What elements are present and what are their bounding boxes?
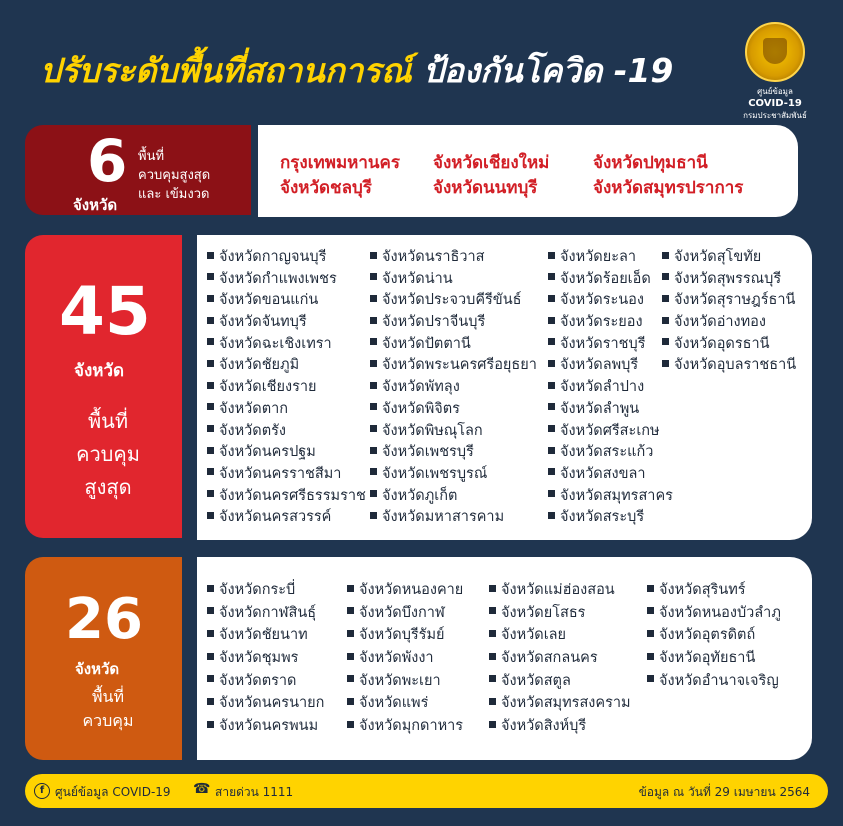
province-name: จังหวัดมุกดาหาร <box>359 718 464 735</box>
province-name: จังหวัดบุรีรัมย์ <box>359 627 445 644</box>
bullet-square-icon <box>347 585 354 592</box>
province-name: จังหวัดนครสวรรค์ <box>219 509 332 526</box>
province-name: จังหวัดยโสธร <box>501 604 586 621</box>
bullet-square-icon <box>548 447 555 454</box>
province-item <box>207 312 366 334</box>
bullet-square-icon <box>489 585 496 592</box>
province-item <box>548 355 673 377</box>
province-name: จังหวัดราชบุรี <box>560 335 646 352</box>
bullet-square-icon <box>489 630 496 637</box>
bullet-square-icon <box>647 607 654 614</box>
bullet-square-icon <box>548 468 555 475</box>
province-name: จังหวัดนราธิวาส <box>382 249 485 265</box>
province-item <box>207 247 366 269</box>
province-name: จังหวัดลำพูน <box>560 400 640 417</box>
province-item <box>489 647 631 670</box>
strict-zone-list <box>258 125 798 217</box>
strict-province: จังหวัดชลบุรี <box>280 178 372 198</box>
province-item <box>548 464 673 486</box>
province-item <box>548 247 673 269</box>
province-name: จังหวัดตาก <box>219 400 289 417</box>
footer-date: ข้อมูล ณ วันที่ 29 เมษายน 2564 <box>638 785 810 799</box>
province-name: จังหวัดสุราษฎร์ธานี <box>674 292 796 309</box>
province-name: จังหวัดอุทัยธานี <box>659 650 756 667</box>
province-item <box>347 670 463 693</box>
bullet-square-icon <box>662 252 669 259</box>
province-item <box>489 624 631 647</box>
bullet-square-icon <box>548 273 555 280</box>
province-item <box>489 670 631 693</box>
province-item <box>370 464 537 486</box>
province-name: จังหวัดสุรินทร์ <box>659 582 746 598</box>
province-name: จังหวัดพัทลุง <box>382 379 460 396</box>
facebook-icon: f <box>34 783 50 799</box>
bullet-square-icon <box>662 360 669 367</box>
province-item <box>548 290 673 312</box>
bullet-square-icon <box>207 273 214 280</box>
bullet-square-icon <box>207 252 214 259</box>
bullet-square-icon <box>207 338 214 345</box>
province-item <box>548 507 673 529</box>
province-item <box>370 247 537 269</box>
province-item <box>662 355 796 377</box>
province-name: จังหวัดสงขลา <box>560 465 646 482</box>
province-item <box>207 377 366 399</box>
bullet-square-icon <box>370 512 377 519</box>
province-name: จังหวัดอุดรธานี <box>674 335 770 352</box>
strict-province: กรุงเทพมหานคร <box>280 153 401 173</box>
footer-bar <box>25 774 828 808</box>
province-name: จังหวัดภูเก็ต <box>382 487 458 504</box>
province-item <box>370 507 537 529</box>
province-item <box>207 442 366 464</box>
province-name: จังหวัดสมุทรสงคราม <box>501 695 631 712</box>
bullet-square-icon <box>207 721 214 728</box>
bullet-square-icon <box>347 653 354 660</box>
max-unit: จังหวัด <box>74 361 125 381</box>
province-item <box>662 247 796 269</box>
control-column-1 <box>207 579 324 738</box>
province-name: จังหวัดมหาสารคาม <box>382 509 505 526</box>
max-desc-2: ควบคุม <box>76 442 140 466</box>
province-item <box>647 647 781 670</box>
max-count: 45 <box>59 273 151 350</box>
bullet-square-icon <box>370 447 377 454</box>
province-item <box>647 670 781 693</box>
province-item <box>207 647 324 670</box>
province-name: จังหวัดสมุทรสาคร <box>560 487 673 504</box>
province-name: จังหวัดประจวบคีรีขันธ์ <box>382 292 522 309</box>
province-name: จังหวัดร้อยเอ็ด <box>560 270 651 287</box>
province-item <box>548 421 673 443</box>
bullet-square-icon <box>370 382 377 389</box>
province-item <box>207 355 366 377</box>
footer-hotline[interactable]: สายด่วน 1111 <box>215 785 294 799</box>
province-item <box>548 486 673 508</box>
bullet-square-icon <box>347 630 354 637</box>
province-item <box>207 692 324 715</box>
bullet-square-icon <box>647 653 654 660</box>
max-desc <box>63 405 153 504</box>
bullet-square-icon <box>489 607 496 614</box>
province-item <box>207 602 324 625</box>
province-name: จังหวัดหนองคาย <box>359 582 464 598</box>
bullet-square-icon <box>347 698 354 705</box>
province-item <box>347 715 463 738</box>
control-unit: จังหวัด <box>75 660 120 678</box>
bullet-square-icon <box>489 653 496 660</box>
strict-unit: จังหวัด <box>73 196 118 214</box>
strict-province: จังหวัดปทุมธานี <box>593 153 708 173</box>
province-name: จังหวัดนครนายก <box>219 695 325 712</box>
province-item <box>370 486 537 508</box>
province-name: จังหวัดตรัง <box>219 422 286 439</box>
control-desc <box>70 685 146 733</box>
bullet-square-icon <box>347 675 354 682</box>
prd-emblem <box>739 22 811 122</box>
bullet-square-icon <box>347 721 354 728</box>
bullet-square-icon <box>207 360 214 367</box>
province-item <box>370 355 537 377</box>
bullet-square-icon <box>207 403 214 410</box>
emblem-line-1: ศูนย์ข้อมูล <box>757 87 793 96</box>
control-desc-1: พื้นที่ <box>91 687 125 706</box>
province-item <box>662 269 796 291</box>
bullet-square-icon <box>207 630 214 637</box>
bullet-square-icon <box>370 490 377 497</box>
bullet-square-icon <box>647 585 654 592</box>
bullet-square-icon <box>207 317 214 324</box>
emblem-seal-icon <box>745 22 805 82</box>
max-zone-list <box>197 235 812 540</box>
max-desc-1: พื้นที่ <box>87 409 129 433</box>
province-item <box>489 602 631 625</box>
province-name: จังหวัดอุตรดิตถ์ <box>659 627 756 644</box>
province-name: จังหวัดศรีสะเกษ <box>560 422 660 439</box>
control-column-2 <box>347 579 463 738</box>
province-name: จังหวัดหนองบัวลำภู <box>659 604 781 621</box>
province-name: จังหวัดชุมพร <box>219 650 299 667</box>
bullet-square-icon <box>548 295 555 302</box>
bullet-square-icon <box>548 317 555 324</box>
bullet-square-icon <box>647 630 654 637</box>
province-name: จังหวัดนครศรีธรรมราช <box>219 487 366 504</box>
province-name: จังหวัดพะเยา <box>359 672 441 689</box>
province-item <box>370 442 537 464</box>
province-name: จังหวัดพังงา <box>359 650 434 667</box>
bullet-square-icon <box>662 273 669 280</box>
province-item <box>370 377 537 399</box>
control-column-3 <box>489 579 631 738</box>
province-name: จังหวัดอุบลราชธานี <box>674 357 797 374</box>
province-name: จังหวัดลพบุรี <box>560 357 639 374</box>
title-part-1: ปรับระดับพื้นที่สถานการณ์ <box>40 51 412 90</box>
province-name: จังหวัดอ่างทอง <box>674 314 766 331</box>
province-name: จังหวัดสุพรรณบุรี <box>674 270 782 287</box>
province-item <box>207 579 324 602</box>
province-item <box>347 647 463 670</box>
province-name: จังหวัดกาฬสินธุ์ <box>219 604 317 621</box>
title-part-2: ป้องกันโควิด -19 <box>423 51 674 90</box>
province-item <box>489 715 631 738</box>
province-name: จังหวัดเลย <box>501 627 567 644</box>
bullet-square-icon <box>647 675 654 682</box>
bullet-square-icon <box>548 425 555 432</box>
max-desc-3: สูงสุด <box>84 475 132 499</box>
province-name: จังหวัดตราด <box>219 672 297 689</box>
province-name: จังหวัดยะลา <box>560 249 637 265</box>
max-column-3 <box>548 247 673 529</box>
province-item <box>548 377 673 399</box>
bullet-square-icon <box>370 425 377 432</box>
province-name: จังหวัดนครปฐม <box>219 444 316 461</box>
province-item <box>347 692 463 715</box>
province-item <box>207 399 366 421</box>
bullet-square-icon <box>370 468 377 475</box>
strict-province: จังหวัดสมุทรปราการ <box>593 178 744 198</box>
province-name: จังหวัดกำแพงเพชร <box>219 270 337 287</box>
province-name: จังหวัดเพชรบูรณ์ <box>382 465 488 482</box>
bullet-square-icon <box>548 512 555 519</box>
bullet-square-icon <box>207 607 214 614</box>
province-item <box>370 290 537 312</box>
bullet-square-icon <box>207 447 214 454</box>
bullet-square-icon <box>662 317 669 324</box>
province-name: จังหวัดนครพนม <box>219 718 319 735</box>
province-name: จังหวัดน่าน <box>382 270 453 287</box>
province-item <box>207 715 324 738</box>
province-item <box>548 399 673 421</box>
bullet-square-icon <box>370 252 377 259</box>
province-name: จังหวัดระนอง <box>560 292 644 309</box>
bullet-square-icon <box>207 675 214 682</box>
max-column-2 <box>370 247 537 529</box>
province-item <box>647 624 781 647</box>
control-zone-label <box>25 557 182 760</box>
bullet-square-icon <box>370 273 377 280</box>
province-name: จังหวัดปราจีนบุรี <box>382 314 486 331</box>
bullet-square-icon <box>548 490 555 497</box>
strict-desc-1: พื้นที่ <box>138 149 165 164</box>
bullet-square-icon <box>548 338 555 345</box>
province-name: จังหวัดสระแก้ว <box>560 444 654 461</box>
province-name: จังหวัดกาญจนบุรี <box>219 249 327 265</box>
province-name: จังหวัดระยอง <box>560 314 643 331</box>
bullet-square-icon <box>370 360 377 367</box>
province-item <box>548 312 673 334</box>
control-column-4 <box>647 579 781 692</box>
bullet-square-icon <box>370 403 377 410</box>
province-item <box>647 579 781 602</box>
province-item <box>548 442 673 464</box>
province-name: จังหวัดชัยนาท <box>219 627 308 644</box>
province-item <box>489 579 631 602</box>
province-name: จังหวัดฉะเชิงเทรา <box>219 335 332 352</box>
bullet-square-icon <box>347 607 354 614</box>
province-name: จังหวัดชัยภูมิ <box>219 357 300 374</box>
emblem-line-3: กรมประชาสัมพันธ์ <box>743 111 807 120</box>
province-item <box>370 399 537 421</box>
strict-desc-3: และ เข้มงวด <box>138 187 210 202</box>
control-zone-list <box>197 557 812 760</box>
strict-count: 6 <box>87 127 128 195</box>
province-item <box>347 624 463 647</box>
province-name: จังหวัดพระนครศรีอยุธยา <box>382 357 537 374</box>
strict-province: จังหวัดเชียงใหม่ <box>433 153 550 173</box>
province-name: จังหวัดสระบุรี <box>560 509 645 526</box>
province-name: จังหวัดขอนแก่น <box>219 292 319 309</box>
province-name: จังหวัดแพร่ <box>359 695 429 712</box>
province-item <box>370 269 537 291</box>
province-name: จังหวัดสิงห์บุรี <box>501 718 587 735</box>
bullet-square-icon <box>207 490 214 497</box>
province-item <box>347 579 463 602</box>
province-item <box>207 670 324 693</box>
province-name: จังหวัดกระบี่ <box>219 582 296 598</box>
province-name: จังหวัดสกลนคร <box>501 650 598 667</box>
province-name: จังหวัดแม่ฮ่องสอน <box>501 582 615 598</box>
province-item <box>662 290 796 312</box>
province-item <box>207 421 366 443</box>
bullet-square-icon <box>548 382 555 389</box>
strict-province: จังหวัดนนทบุรี <box>433 178 538 198</box>
province-item <box>662 334 796 356</box>
phone-icon: ☎ <box>193 781 211 797</box>
province-item <box>207 269 366 291</box>
strict-desc-2: ควบคุมสูงสุด <box>138 168 211 183</box>
page-title <box>40 44 730 97</box>
province-item <box>207 334 366 356</box>
bullet-square-icon <box>207 425 214 432</box>
province-name: จังหวัดสุโขทัย <box>674 249 762 265</box>
province-item <box>647 602 781 625</box>
province-item <box>548 334 673 356</box>
bullet-square-icon <box>489 675 496 682</box>
bullet-square-icon <box>207 653 214 660</box>
footer-facebook-page[interactable]: ศูนย์ข้อมูล COVID-19 <box>55 785 171 799</box>
bullet-square-icon <box>207 512 214 519</box>
bullet-square-icon <box>370 317 377 324</box>
province-item <box>489 692 631 715</box>
province-name: จังหวัดอำนาจเจริญ <box>659 672 779 689</box>
bullet-square-icon <box>548 360 555 367</box>
province-item <box>207 290 366 312</box>
bullet-square-icon <box>207 698 214 705</box>
province-name: จังหวัดเพชรบุรี <box>382 444 474 461</box>
bullet-square-icon <box>662 295 669 302</box>
emblem-line-2: COVID-19 <box>748 98 802 109</box>
bullet-square-icon <box>207 382 214 389</box>
province-name: จังหวัดพิจิตร <box>382 400 460 417</box>
max-column-1 <box>207 247 366 529</box>
bullet-square-icon <box>662 338 669 345</box>
max-zone-label <box>25 235 182 538</box>
province-name: จังหวัดพิษณุโลก <box>382 422 483 439</box>
strict-desc <box>138 147 210 204</box>
province-item <box>370 312 537 334</box>
bullet-square-icon <box>370 338 377 345</box>
province-name: จังหวัดลำปาง <box>560 379 645 396</box>
province-name: จังหวัดสตูล <box>501 672 571 689</box>
bullet-square-icon <box>207 585 214 592</box>
control-count: 26 <box>65 587 143 652</box>
province-item <box>207 486 366 508</box>
province-item <box>207 624 324 647</box>
bullet-square-icon <box>370 295 377 302</box>
province-name: จังหวัดจันทบุรี <box>219 314 307 331</box>
bullet-square-icon <box>548 252 555 259</box>
province-item <box>370 334 537 356</box>
province-name: จังหวัดนครราชสีมา <box>219 465 342 482</box>
strict-zone-label <box>25 125 251 215</box>
province-name: จังหวัดปัตตานี <box>382 335 471 352</box>
bullet-square-icon <box>548 403 555 410</box>
bullet-square-icon <box>489 698 496 705</box>
province-item <box>662 312 796 334</box>
province-item <box>207 464 366 486</box>
province-item <box>347 602 463 625</box>
province-item <box>548 269 673 291</box>
max-column-4 <box>662 247 796 377</box>
bullet-square-icon <box>207 295 214 302</box>
province-name: จังหวัดบึงกาฬ <box>359 604 445 621</box>
province-item <box>370 421 537 443</box>
bullet-square-icon <box>489 721 496 728</box>
control-desc-2: ควบคุม <box>82 711 134 730</box>
province-item <box>207 507 366 529</box>
bullet-square-icon <box>207 468 214 475</box>
province-name: จังหวัดเชียงราย <box>219 379 317 396</box>
